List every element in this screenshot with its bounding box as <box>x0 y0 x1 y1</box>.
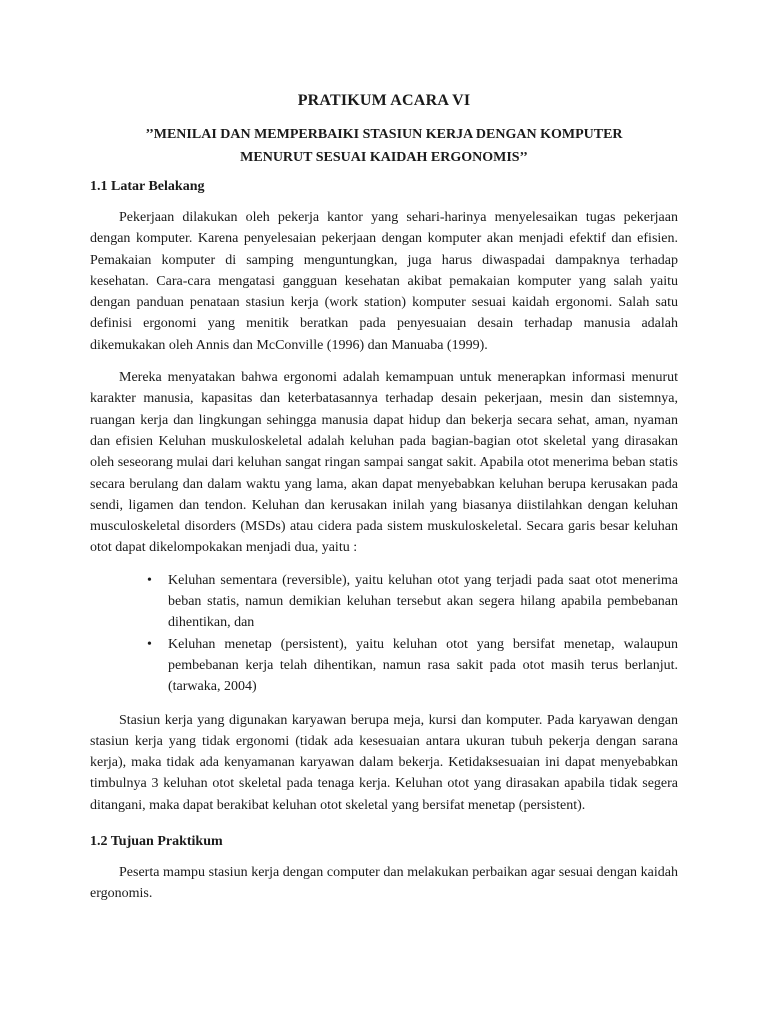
bullet-icon: • <box>147 572 152 588</box>
subtitle-line-2: MENURUT SESUAI KAIDAH ERGONOMIS’’ <box>240 150 528 165</box>
paragraph: Peserta mampu stasiun kerja dengan computer dan melakukan perbaikan agar sesuai dengan kaidah ergonomis. <box>90 865 678 902</box>
document-title: PRATIKUM ACARA VI <box>297 92 471 109</box>
paragraph: Stasiun kerja yang digunakan karyawan berupa meja, kursi dan komputer. Pada karyawan dengan stasiun kerja yang tidak ergonomi (tidak ada kesesuaian antara ukuran tubuh pekerja dengan sarana kerja), maka tidak ada kenyamanan karyawan dalam bekerja. Ketidaksesuaian ini dapat menyebabkan timbulnya 3 keluhan otot skeletal pada tenaga kerja. Keluhan otot yang dirasakan apabila tidak segera ditangani, maka dapat berakibat keluhan otot skeletal yang bersifat menetap (persistent). <box>90 712 678 813</box>
section-heading-tujuan-praktikum: 1.2 Tujuan Praktikum <box>90 834 223 850</box>
bullet-item <box>90 634 678 698</box>
page-content <box>90 92 678 916</box>
paragraph: Pekerjaan dilakukan oleh pekerja kantor yang sehari-harinya menyelesaikan tugas pekerjaan dengan komputer. Karena penyelesaian pekerjaan dengan komputer akan menjadi efektif dan efisien. Pemakaian komputer di samping menguntungkan, juga harus diwaspadai dampaknya terhadap kesehatan. Cara-cara mengatasi gangguan kesehatan akibat pemakaian komputer yang salah yaitu dengan panduan penataan stasiun kerja (work station) komputer sesuai kaidah ergonomi. Salah satu definisi ergonomi yang menitik beratkan pada penyesuaian desain terhadap manusia adalah dikemukakan oleh Annis dan McConville (1996) dan Manuaba (1999). <box>90 210 678 353</box>
bullet-text: Keluhan menetap (persistent), yaitu keluhan otot yang bersifat menetap, walaupun pembebanan kerja telah dihentikan, namun rasa sakit pada otot masih terus berlanjut. (tarwaka, 2004) <box>168 636 678 695</box>
bullet-icon: • <box>147 636 152 652</box>
section-heading-latar-belakang: 1.1 Latar Belakang <box>90 179 205 194</box>
bullet-text: Keluhan sementara (reversible), yaitu keluhan otot yang terjadi pada saat otot menerima beban statis, namun demikian keluhan tersebut akan segera hilang apabila pembebanan dihentikan, dan <box>168 572 678 631</box>
paragraph: Mereka menyatakan bahwa ergonomi adalah kemampuan untuk menerapkan informasi menurut karakter manusia, kapasitas dan keterbatasannya terhadap desain pekerjaan, mesin dan sistemnya, ruangan kerja dan lingkungan sehingga manusia dapat hidup dan bekerja secara sehat, aman, nyaman dan efisien Keluhan muskuloskeletal adalah keluhan pada bagian-bagian otot skeletal yang dirasakan oleh seseorang mulai dari keluhan sangat ringan sampai sangat sakit. Apabila otot menerima beban statis secara berulang dan dalam waktu yang lama, akan dapat menyebabkan keluhan berupa kerusakan pada sendi, ligamen dan tendon. Keluhan dan kerusakan inilah yang biasanya diistilahkan dengan keluhan musculoskeletal disorders (MSDs) atau cidera pada sistem muskuloskeletal. Secara garis besar keluhan otot dapat dikelompokakan menjadi dua, yaitu : <box>90 370 678 556</box>
bullet-list <box>90 570 678 698</box>
bullet-item <box>90 570 678 634</box>
subtitle-line-1: ’’MENILAI DAN MEMPERBAIKI STASIUN KERJA DENGAN KOMPUTER <box>145 127 623 142</box>
document-subtitle <box>90 123 678 169</box>
